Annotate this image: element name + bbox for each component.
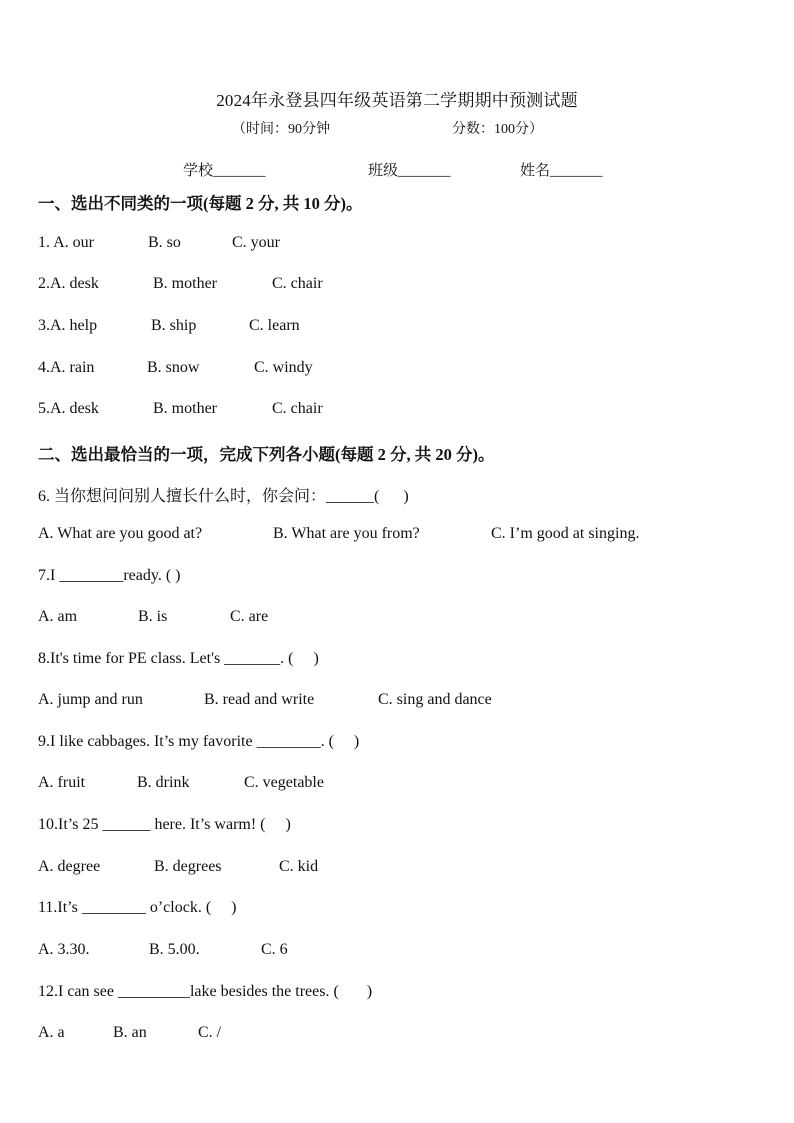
question-11: 11.It’s ________ o’clock. ( ) [38,899,237,916]
question-4-option-b: B. snow [147,359,200,376]
question-8-option-b: B. read and write [204,691,315,708]
question-8: 8.It's time for PE class. Let's _______. ( ) [38,650,319,667]
question-12: 12.I can see _________lake besides the trees. ( ) [38,983,373,1000]
question-3-option-b: B. ship [151,317,197,334]
section2-title: 二、选出最恰当的一项，完成下列各小题(每题 2 分, 共 20 分)。 [38,445,495,464]
question-2-option-b: B. mother [153,275,217,292]
question-3-option-c: C. learn [249,317,300,334]
school-field: 学校_______ [183,163,266,179]
question-9-option-c: C. vegetable [244,774,324,791]
question-2: 2.A. desk [38,275,99,292]
question-7: 7.I ________ready. ( ) [38,567,181,584]
question-5: 5.A. desk [38,400,99,417]
question-6-option-c: C. I’m good at singing. [491,525,640,542]
question-1: 1. A. our [38,234,94,251]
question-11-option-a: A. 3.30. [38,941,90,958]
class-field: 班级_______ [368,163,451,179]
question-9-option-b: B. drink [137,774,190,791]
question-9-option-a: A. fruit [38,774,86,791]
question-7-option-a: A. am [38,608,78,625]
question-4-option-c: C. windy [254,359,313,376]
question-8-option-c: C. sing and dance [378,691,492,708]
question-11-option-b: B. 5.00. [149,941,200,958]
name-field: 姓名_______ [520,163,603,179]
exam-time: （时间：90分钟 [232,122,330,137]
question-5-option-c: C. chair [272,400,323,417]
question-7-option-b: B. is [138,608,168,625]
question-1-option-c: C. your [232,234,280,251]
question-6-option-b: B. What are you from? [273,525,420,542]
question-5-option-b: B. mother [153,400,217,417]
question-10-option-b: B. degrees [154,858,222,875]
question-12-option-c: C. / [198,1024,222,1041]
question-12-option-b: B. an [113,1024,147,1041]
question-6: 6. 当你想问问别人擅长什么时，你会问：______( ) [38,488,409,505]
question-10-option-a: A. degree [38,858,101,875]
question-9: 9.I like cabbages. It’s my favorite ________. ( ) [38,733,360,750]
page-title: 2024年永登县四年级英语第二学期期中预测试题 [216,91,578,110]
question-11-option-c: C. 6 [261,941,288,958]
exam-score: 分数：100分） [452,122,543,137]
question-4: 4.A. rain [38,359,95,376]
section1-title: 一、选出不同类的一项(每题 2 分, 共 10 分)。 [38,194,363,213]
question-8-option-a: A. jump and run [38,691,143,708]
question-7-option-c: C. are [230,608,269,625]
question-10: 10.It’s 25 ______ here. It’s warm! ( ) [38,816,291,833]
question-3: 3.A. help [38,317,98,334]
question-1-option-b: B. so [148,234,181,251]
question-10-option-c: C. kid [279,858,319,875]
question-6-option-a: A. What are you good at? [38,525,203,542]
question-2-option-c: C. chair [272,275,323,292]
question-12-option-a: A. a [38,1024,65,1041]
